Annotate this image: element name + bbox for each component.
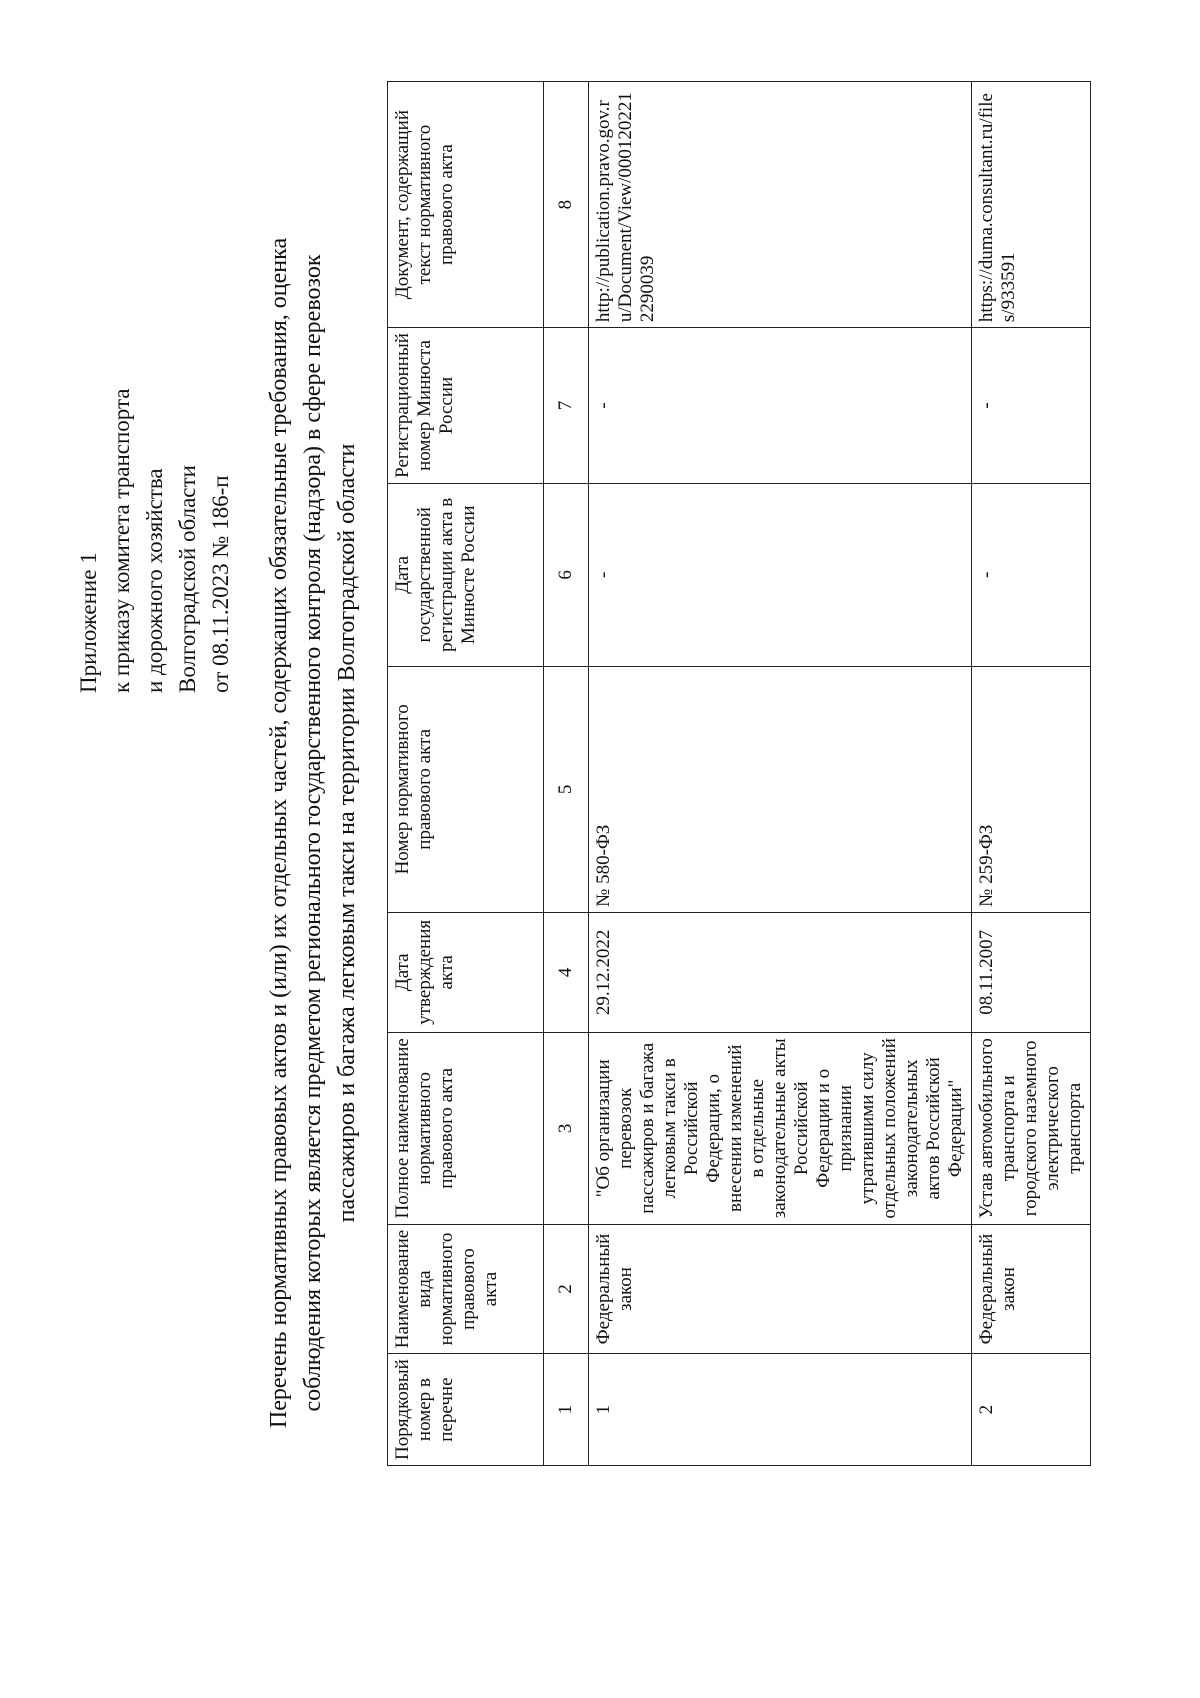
appendix-line: от 08.11.2023 № 186-п (208, 475, 233, 693)
column-number: 1 (544, 1354, 589, 1466)
cell-reg-num: - (972, 328, 1091, 484)
cell-doc-link[interactable]: http://publication.pravo.gov.ru/Document/View/0001202212290039 (589, 82, 972, 328)
cell-num: 1 (589, 1354, 972, 1466)
acts-table (387, 81, 1091, 1466)
column-number: 4 (544, 912, 589, 1032)
column-number: 6 (544, 483, 589, 666)
header-cell: Номер нормативного правового акта (388, 666, 544, 912)
cell-number: № 580-ФЗ (589, 666, 972, 912)
header-cell: Документ, содержащий текст нормативного правового акта (388, 82, 544, 328)
appendix-line: к приказу комитета транспорта (109, 388, 134, 693)
cell-doc-link[interactable]: https://duma.consultant.ru/files/933591 (972, 82, 1091, 328)
header-cell: Дата утверждения акта (388, 912, 544, 1032)
cell-number: № 259-ФЗ (972, 666, 1091, 912)
appendix-line: Приложение 1 (76, 552, 101, 693)
cell-kind: Федеральный закон (972, 1224, 1091, 1353)
title-line: пассажиров и багажа легковым такси на территории Волгоградской области (334, 443, 360, 1223)
header-cell: Порядковый номер в перечне (388, 1354, 544, 1466)
title-line: соблюдения которых является предметом регионального государственного контроля (надзора) в сфере перевозок (300, 254, 326, 1412)
appendix-line: Волгоградской области (175, 465, 200, 693)
title-line: Перечень нормативных правовых актов и (или) их отдельных частей, содержащих обязательные требования, оценка (266, 237, 292, 1429)
appendix-note (72, 173, 237, 693)
cell-name: "Об организации перевозок пассажиров и багажа легковым такси в Российской Федерации, о внесении изменений в отдельные законодательные акты Российской Федерации и о признании утратившими силу отдельных положений законодательных актов Российской Федерации" (589, 1032, 972, 1224)
cell-date: 29.12.2022 (589, 912, 972, 1032)
column-number: 2 (544, 1224, 589, 1353)
cell-num: 2 (972, 1354, 1091, 1466)
table-header-row (388, 82, 544, 1466)
cell-kind: Федеральный закон (589, 1224, 972, 1353)
header-cell: Полное наименование нормативного правового акта (388, 1032, 544, 1224)
table-row (972, 82, 1091, 1466)
table-row (589, 82, 972, 1466)
column-number: 7 (544, 328, 589, 484)
header-cell: Наименование вида нормативного правового акта (388, 1224, 544, 1353)
header-cell: Регистрационный номер Минюста России (388, 328, 544, 484)
column-number: 5 (544, 666, 589, 912)
column-number: 3 (544, 1032, 589, 1224)
appendix-line: и дорожного хозяйства (142, 468, 167, 693)
cell-date: 08.11.2007 (972, 912, 1091, 1032)
cell-reg-date: - (972, 483, 1091, 666)
cell-reg-num: - (589, 328, 972, 484)
header-cell: Дата государственной регистрации акта в Минюсте России (388, 483, 544, 666)
cell-name: Устав автомобильного транспорта и городского наземного электрического транспорта (972, 1032, 1091, 1224)
cell-reg-date: - (589, 483, 972, 666)
column-number-row (544, 82, 589, 1466)
column-number: 8 (544, 82, 589, 328)
document-title (262, 98, 364, 1568)
